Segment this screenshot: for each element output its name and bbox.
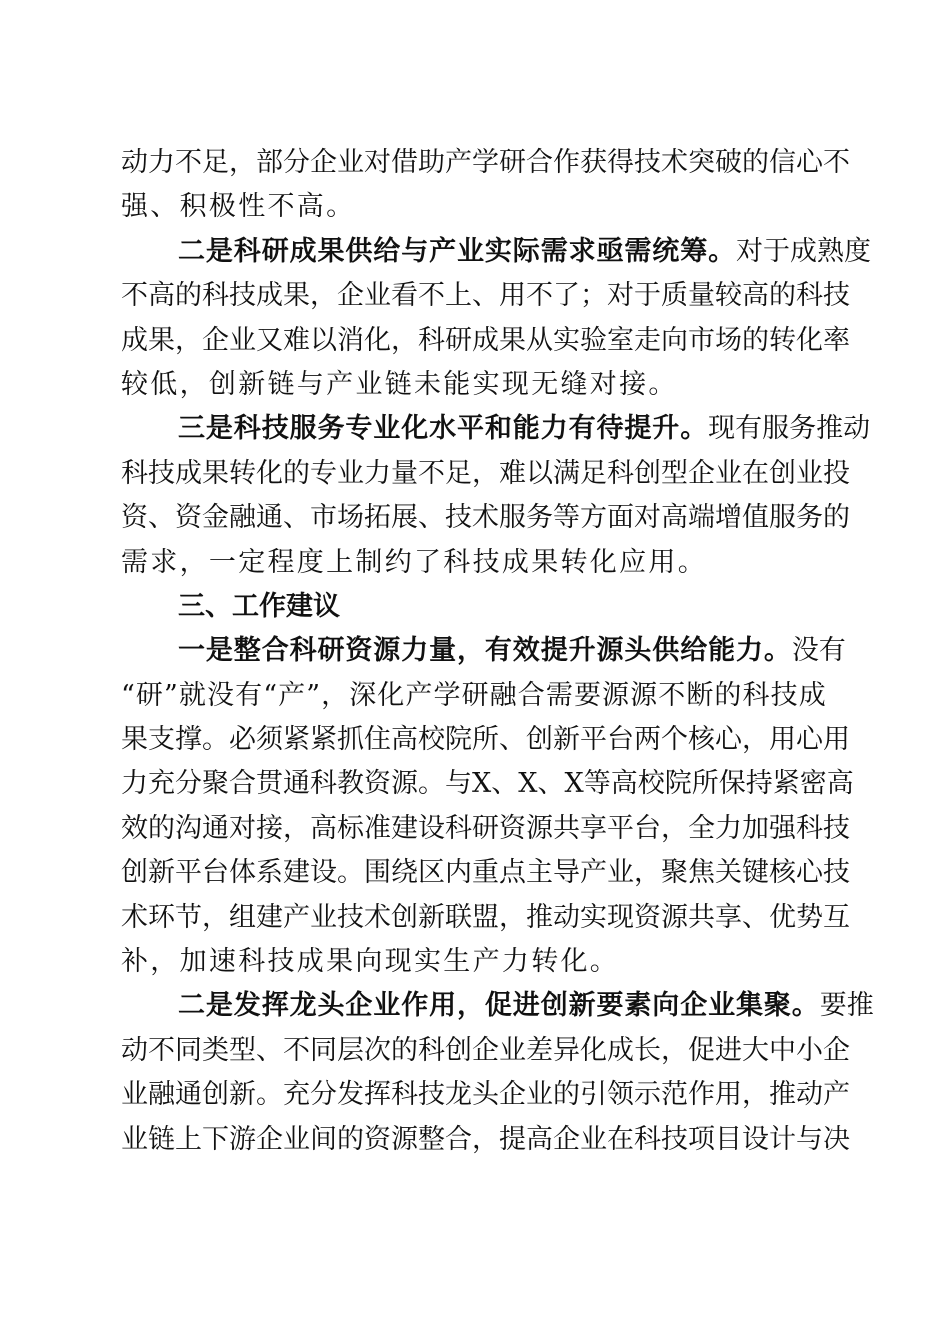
text-line: [121, 407, 871, 451]
text-line: 不 高 的 科 技 成 果 ， 企 业 看 不 上 、 用 不 了 ； 对 于 质 量 较 高 的 科 技: [121, 280, 850, 312]
text-line: 创 新 平 台 体 系 建 设 。 围 绕 区 内 重 点 主 导 产 业 ， 聚 焦 关 键 核 心 技: [121, 857, 850, 889]
paragraph-lead: 一是整合科研资源力量，有效提升源头供给能力。: [178, 635, 792, 667]
text-line: [121, 984, 874, 1028]
text-line: 力 充 分 聚 合 贯 通 科 教 资 源 。 与 X 、 X 、 X 等 高 校 院 所 保 持 紧 密 高: [121, 768, 854, 800]
text-line: 动 力 不 足 ， 部 分 企 业 对 借 助 产 学 研 合 作 获 得 技 术 突 破 的 信 心 不: [121, 147, 850, 178]
line-text: 现有服务推动: [708, 413, 871, 445]
text-line: 较低，创新链与产业链未能实现无缝对接。: [121, 368, 678, 400]
paragraph-lead: 二是发挥龙头企业作用，促进创新要素向企业集聚。: [178, 990, 820, 1022]
text-line: “ 研 ” 就 没 有 “ 产 ” ， 深 化 产 学 研 融 合 需 要 源 源 不 断 的 科 技 成: [121, 679, 826, 711]
text-line: [121, 629, 846, 673]
text-line: [121, 230, 871, 274]
text-line: 需求，一定程度上制约了科技成果转化应用。: [121, 546, 707, 578]
text-line: 成 果 ， 企 业 又 难 以 消 化 ， 科 研 成 果 从 实 验 室 走 向 市 场 的 转 化 率: [121, 324, 850, 356]
paragraph-lead: 三是科技服务专业化水平和能力有待提升。: [178, 413, 709, 445]
line-text: 要推: [819, 990, 874, 1022]
text-line: 效 的 沟 通 对 接 ， 高 标 准 建 设 科 研 资 源 共 享 平 台 ， 全 力 加 强 科 技: [121, 812, 850, 844]
text-line: 果 支 撑 。 必 须 紧 紧 抓 住 高 校 院 所 、 创 新 平 台 两 个 核 心 ， 用 心 用: [121, 724, 850, 756]
text-line: 补，加速科技成果向现实生产力转化。: [121, 946, 620, 978]
text-line: 动 不 同 类 型 、 不 同 层 次 的 科 创 企 业 差 异 化 成 长 ， 促 进 大 中 小 企: [121, 1034, 850, 1066]
text-line: 术 环 节 ， 组 建 产 业 技 术 创 新 联 盟 ， 推 动 实 现 资 源 共 享 、 优 势 互: [121, 901, 850, 933]
text-line: 业 融 通 创 新 。 充 分 发 挥 科 技 龙 头 企 业 的 引 领 示 范 作 用 ， 推 动 产: [121, 1079, 850, 1111]
text-line: 科 技 成 果 转 化 的 专 业 力 量 不 足 ， 难 以 满 足 科 创 型 企 业 在 创 业 投: [121, 457, 850, 489]
document-page: [121, 141, 874, 1162]
paragraph-lead: 二是科研成果供给与产业实际需求亟需统筹。: [178, 235, 736, 267]
section-heading: 三、工作建议: [178, 590, 340, 622]
line-text: 对于成熟度: [736, 235, 871, 267]
line-text: 没有: [791, 635, 846, 667]
text-line: 强、积极性不高。: [121, 191, 356, 223]
text-line: 业 链 上 下 游 企 业 间 的 资 源 整 合 ， 提 高 企 业 在 科 技 项 目 设 计 与 决: [121, 1123, 850, 1155]
text-line: 资 、 资 金 融 通 、 市 场 拓 展 、 技 术 服 务 等 方 面 对 高 端 增 值 服 务 的: [121, 502, 850, 534]
